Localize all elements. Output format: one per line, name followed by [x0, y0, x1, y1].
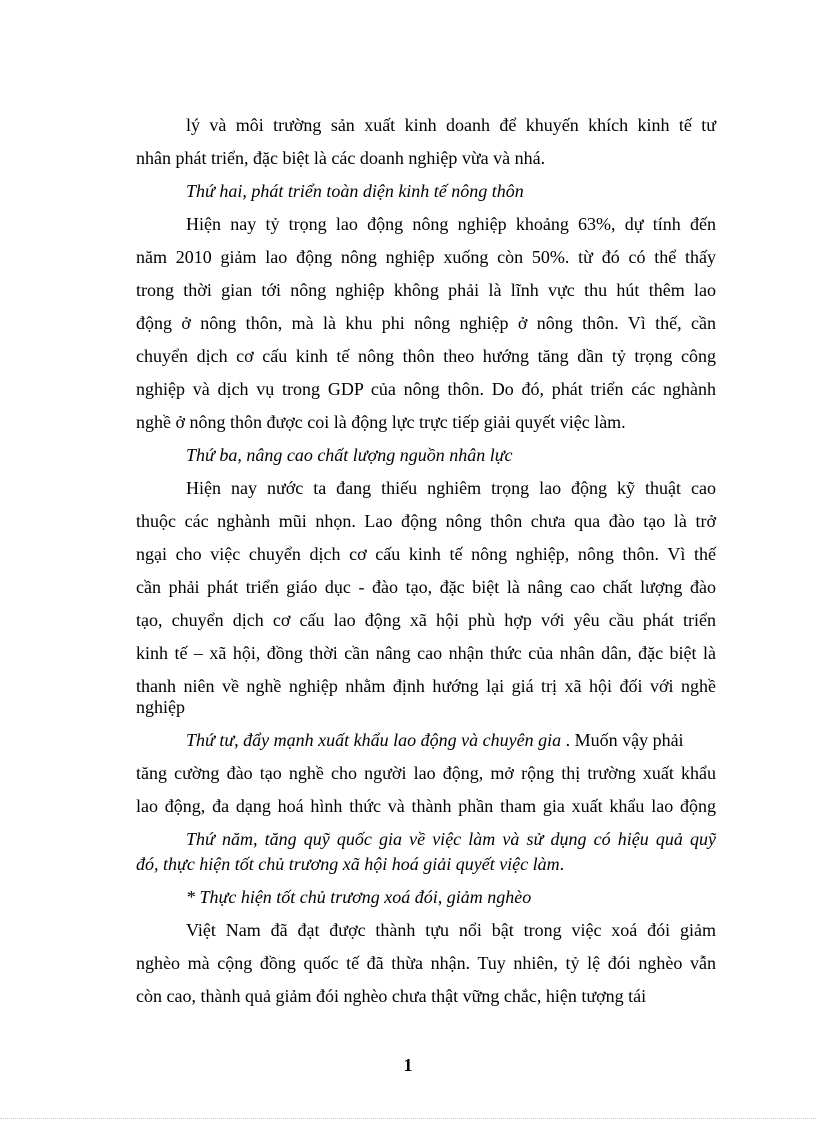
- text-span: . Muốn vậy phải: [565, 730, 684, 750]
- text-line: [136, 853, 716, 875]
- text-line: còn cao, thành quả giảm đói nghèo chưa thật vững chắc, hiện tượng tái: [136, 986, 647, 1006]
- page-number: 1: [403, 1055, 413, 1075]
- page-border: [0, 1118, 816, 1119]
- text-line: Hiện nay nước ta đang thiếu nghiêm trọng lao động kỹ thuật cao: [186, 478, 716, 498]
- text-line: chuyển dịch cơ cấu kinh tế nông thôn theo hướng tăng dần tỷ trọng công: [136, 346, 716, 366]
- text-line: [186, 729, 716, 751]
- text-line: ngại cho việc chuyển dịch cơ cấu kinh tế nông nghiệp, nông thôn. Vì thế: [136, 544, 716, 564]
- text-line: nghèo mà cộng đồng quốc tế đã thừa nhận. Tuy nhiên, tỷ lệ đói nghèo vẫn: [136, 953, 716, 973]
- text-span: .: [559, 854, 565, 874]
- text-line: nghiệp: [136, 697, 185, 717]
- text-line: kinh tế – xã hội, đồng thời cần nâng cao nhận thức của nhân dân, đặc biệt là: [136, 643, 716, 663]
- text-line: năm 2010 giảm lao động nông nghiệp xuống còn 50%. từ đó có thể thấy: [136, 247, 716, 267]
- text-line: Việt Nam đã đạt được thành tựu nổi bật trong việc xoá đói giảm: [186, 920, 716, 940]
- text-line: thanh niên về nghề nghiệp nhằm định hướng lại giá trị xã hội đối với nghề: [136, 676, 716, 696]
- section-heading: * Thực hiện tốt chủ trương xoá đói, giảm nghèo: [186, 887, 532, 907]
- section-heading: Thứ tư, đẩy mạnh xuất khẩu lao động và chuyên gia: [186, 730, 562, 750]
- text-line: thuộc các nghành mũi nhọn. Lao động nông thôn chưa qua đào tạo là trở: [136, 511, 716, 531]
- text-line: động ở nông thôn, mà là khu phi nông nghiệp ở nông thôn. Vì thế, cần: [136, 313, 716, 333]
- text-line: lý và môi trường sản xuất kinh doanh để khuyến khích kinh tế tư: [186, 115, 716, 135]
- section-heading: Thứ ba, nâng cao chất lượng nguồn nhân lực: [186, 445, 513, 465]
- text-line: nhân phát triển, đặc biệt là các doanh nghiệp vừa và nhá.: [136, 148, 546, 168]
- text-line: tạo, chuyển dịch cơ cấu lao động xã hội phù hợp với yêu cầu phát triển: [136, 610, 716, 630]
- text-line: cần phải phát triển giáo dục - đào tạo, đặc biệt là nâng cao chất lượng đào: [136, 577, 716, 597]
- text-line: tăng cường đào tạo nghề cho người lao động, mở rộng thị trường xuất khẩu: [136, 763, 716, 783]
- section-heading: Thứ năm, tăng quỹ quốc gia về việc làm và sử dụng có hiệu quả quỹ: [186, 829, 716, 849]
- text-line: trong thời gian tới nông nghiệp không phải là lĩnh vực thu hút thêm lao: [136, 280, 716, 300]
- section-heading-continued: đó, thực hiện tốt chủ trương xã hội hoá giải quyết việc làm: [136, 854, 560, 874]
- text-line: nghiệp và dịch vụ trong GDP của nông thôn. Do đó, phát triển các nghành: [136, 379, 716, 399]
- text-line: nghề ở nông thôn được coi là động lực trực tiếp giải quyết việc làm.: [136, 412, 626, 432]
- text-line: lao động, đa dạng hoá hình thức và thành phần tham gia xuất khẩu lao động: [136, 796, 716, 816]
- section-heading: Thứ hai, phát triển toàn diện kinh tế nông thôn: [186, 181, 524, 201]
- text-line: Hiện nay tỷ trọng lao động nông nghiệp khoảng 63%, dự tính đến: [186, 214, 716, 234]
